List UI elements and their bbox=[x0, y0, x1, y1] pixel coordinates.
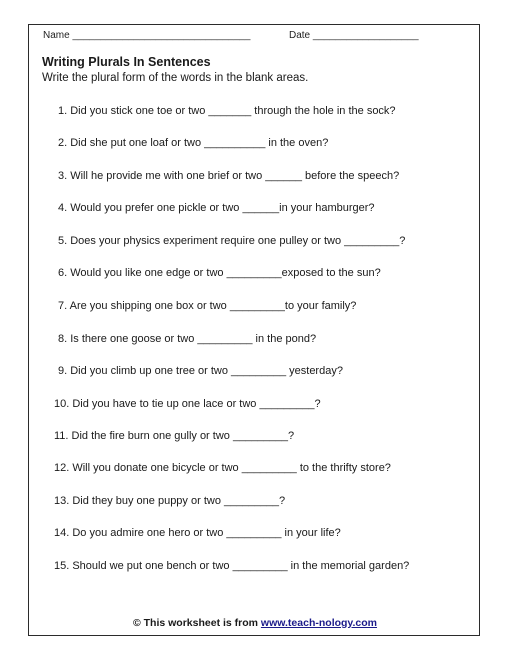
footer-credit bbox=[0, 617, 510, 629]
question-item: 1. Did you stick one toe or two _______ through the hole in the sock? bbox=[58, 105, 396, 117]
teach-nology-link[interactable]: www.teach-nology.com bbox=[260, 617, 378, 629]
worksheet-title: Writing Plurals In Sentences bbox=[42, 55, 211, 69]
question-item: 6. Would you like one edge or two _________exposed to the sun? bbox=[58, 267, 381, 279]
question-item: 8. Is there one goose or two _________ in the pond? bbox=[58, 333, 317, 345]
question-item: 2. Did she put one loaf or two __________ in the oven? bbox=[58, 137, 329, 149]
question-item: 7. Are you shipping one box or two _________to your family? bbox=[58, 300, 357, 312]
question-item: 14. Do you admire one hero or two _________ in your life? bbox=[54, 527, 341, 539]
question-item: 13. Did they buy one puppy or two _________? bbox=[54, 495, 286, 507]
name-field: Name ________________________________ bbox=[43, 30, 251, 41]
question-item: 5. Does your physics experiment require one pulley or two _________? bbox=[58, 235, 406, 247]
worksheet-instructions: Write the plural form of the words in the blank areas. bbox=[42, 72, 309, 84]
question-item: 4. Would you prefer one pickle or two ______in your hamburger? bbox=[58, 202, 375, 214]
date-field: Date ___________________ bbox=[289, 30, 419, 41]
question-item: 10. Did you have to tie up one lace or two _________? bbox=[54, 398, 321, 410]
question-item: 9. Did you climb up one tree or two _________ yesterday? bbox=[58, 365, 343, 377]
question-item: 11. Did the fire burn one gully or two _________? bbox=[54, 430, 295, 442]
footer-prefix: © This worksheet is from bbox=[132, 617, 261, 629]
question-item: 12. Will you donate one bicycle or two _________ to the thrifty store? bbox=[54, 462, 391, 474]
question-item: 3. Will he provide me with one brief or two ______ before the speech? bbox=[58, 170, 400, 182]
question-item: 15. Should we put one bench or two _________ in the memorial garden? bbox=[54, 560, 410, 572]
